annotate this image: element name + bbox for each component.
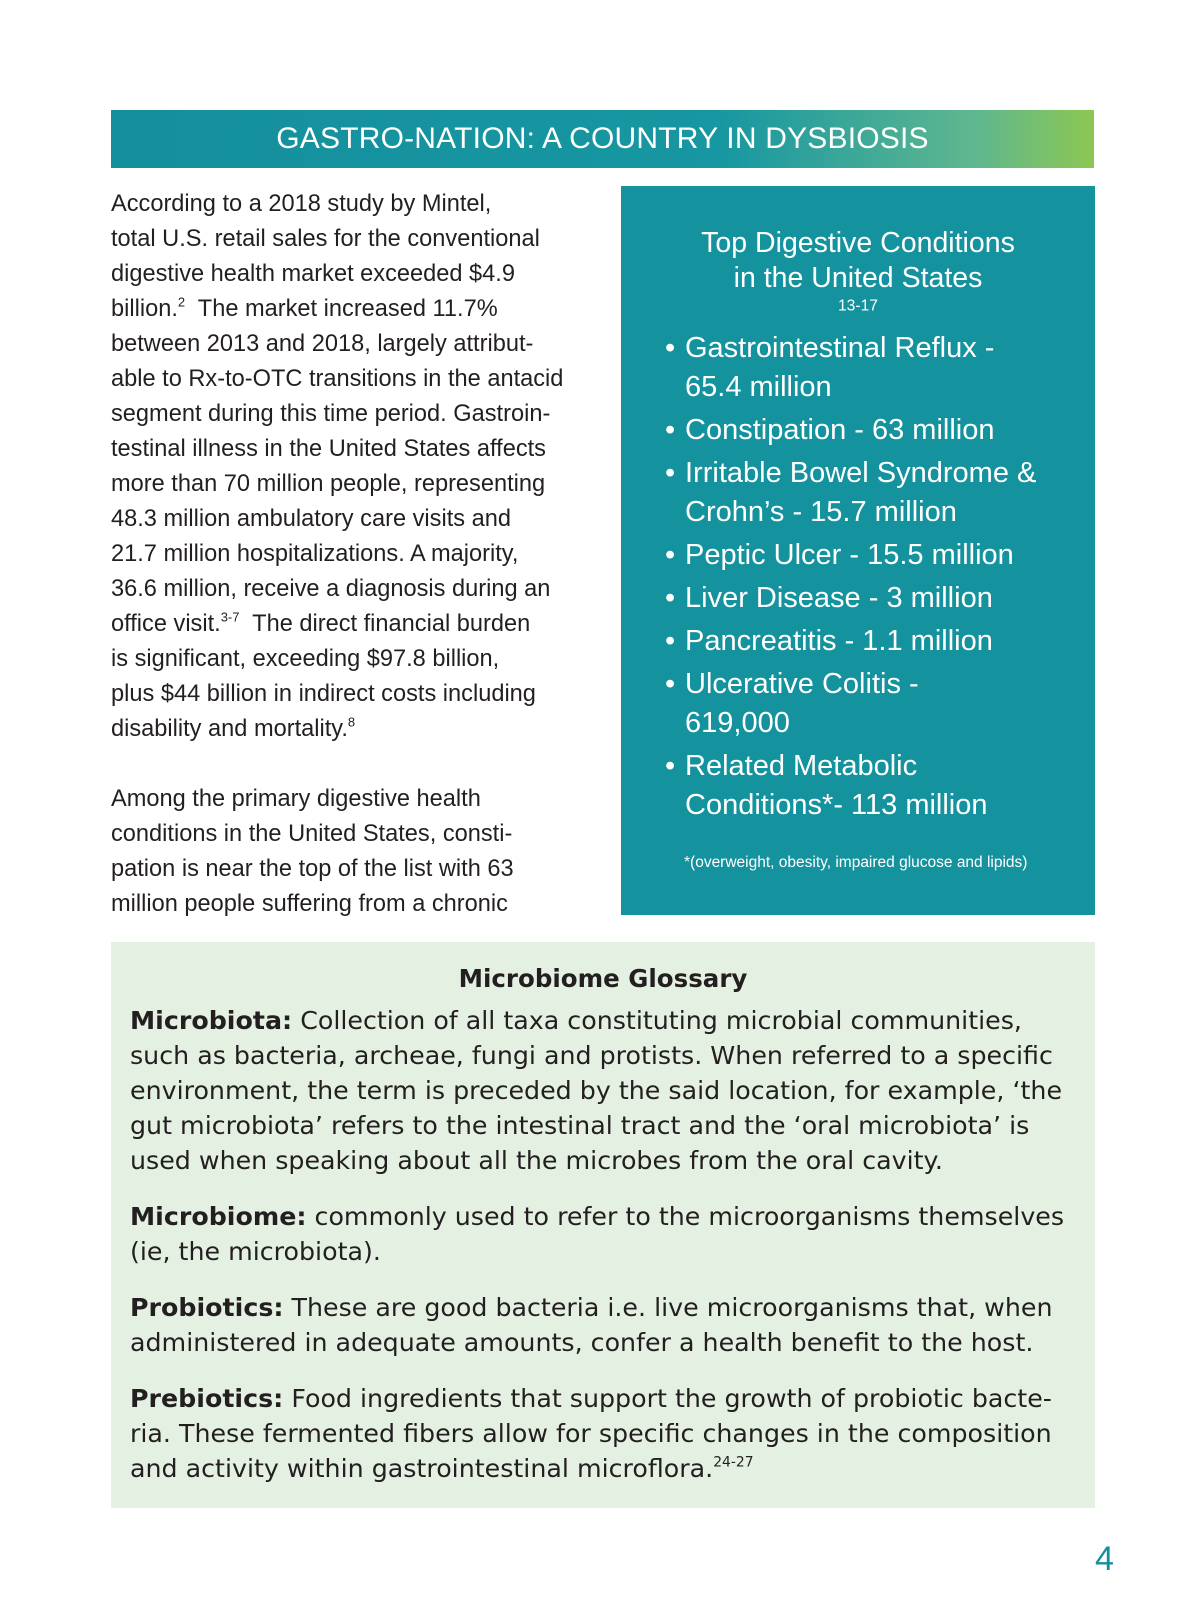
condition-item: • Pancreatitis - 1.1 million [665, 622, 1075, 661]
footnote-ref: 13-17 [837, 297, 879, 315]
section-banner [111, 110, 1094, 168]
footnote-ref: 24-27 [713, 1454, 754, 1471]
glossary-term: Microbiota: [130, 1006, 293, 1035]
conditions-footnote: *(overweight, obesity, impaired glucose and lipids) [684, 854, 1028, 871]
condition-item: • Irritable Bowel Syndrome & Crohn’s - 15.7 million [665, 454, 1075, 532]
bullet-icon: • [665, 457, 676, 489]
bullet-icon: • [665, 582, 676, 614]
condition-item: • Peptic Ulcer - 15.5 million [665, 536, 1075, 575]
glossary-entries [130, 1003, 1085, 1507]
glossary-title: Microbiome Glossary [458, 964, 748, 993]
condition-item: • Related Metabolic Conditions*- 113 million [665, 747, 1075, 825]
body-text-column [111, 187, 591, 922]
glossary-entry-probiotics: Probiotics: These are good bacteria i.e. live microorganisms that, when administered in adequate amounts, confer a health benefit to the host. [130, 1293, 1053, 1357]
condition-item: • Gastrointestinal Reflux - 65.4 million [665, 329, 1075, 407]
glossary-box [111, 942, 1095, 1508]
bullet-icon: • [665, 414, 676, 446]
bullet-icon: • [665, 668, 676, 700]
body-paragraph-2: Among the primary digestive health conditions in the United States, consti- pation is near the top of the list with 63 million people suffering from a chronic [111, 786, 514, 917]
glossary-entry-microbiota: Microbiota: Collection of all taxa constituting microbial communities, such as bacteria, archeae, fungi and protists. When referred to a specific environment, the term is preceded by the said location, for example, ‘the gut microbiota’ refers to the intestinal tract and the ‘oral microbiota’ is used when speaking about all the microbes from the oral cavity. [130, 1006, 1063, 1175]
condition-item: • Liver Disease - 3 million [665, 579, 1075, 618]
glossary-entry-microbiome: Microbiome: commonly used to refer to the microorganisms themselves (ie, the microbiota). [130, 1202, 1065, 1266]
page-number: 4 [1095, 1540, 1114, 1578]
footnote-ref: 2 [177, 294, 186, 310]
glossary-entry-prebiotics: Prebiotics: Food ingredients that support the growth of probiotic bacte- ria. These fermented fibers allow for specific changes in the composition and activity within gastrointestinal microflora.$^{24-27}$ [130, 1384, 1052, 1483]
conditions-list [665, 329, 1075, 829]
bullet-icon: • [665, 332, 676, 364]
bullet-icon: • [665, 539, 676, 571]
footnote-ref: 3-7 [220, 609, 240, 625]
condition-item: • Ulcerative Colitis - 619,000 [665, 665, 1075, 743]
bullet-icon: • [665, 750, 676, 782]
conditions-sidebar [621, 186, 1095, 915]
conditions-title: Top Digestive Conditions in the United States $^{13-17}$ [701, 227, 1015, 315]
section-title: GASTRO-NATION: A COUNTRY IN DYSBIOSIS [276, 122, 929, 155]
glossary-term: Probiotics: [130, 1293, 284, 1322]
glossary-term: Prebiotics: [130, 1384, 284, 1413]
footnote-ref: 8 [347, 714, 356, 730]
body-paragraph-1: According to a 2018 study by Mintel, total U.S. retail sales for the conventional digestive health market exceeded $4.9 billion.$^2$ The market increased 11.7% between 2013 and 2018, largely attribut- able to Rx-to-OTC transitions in the antacid segment during this time period. Gastroin- testinal illness in the United States affects more than 70 million people, representing 48.3 million ambulatory care visits and 21.7 million hospitalizations. A majority, 36.6 million, receive a diagnosis during an office visit.$^{3-7}$ The direct financial burden is significant, exceeding $97.8 billion, plus $44 billion in indirect costs including disability and mortality.$^8$ [111, 191, 564, 742]
bullet-icon: • [665, 625, 676, 657]
condition-item: • Constipation - 63 million [665, 411, 1075, 450]
glossary-term: Microbiome: [130, 1202, 307, 1231]
